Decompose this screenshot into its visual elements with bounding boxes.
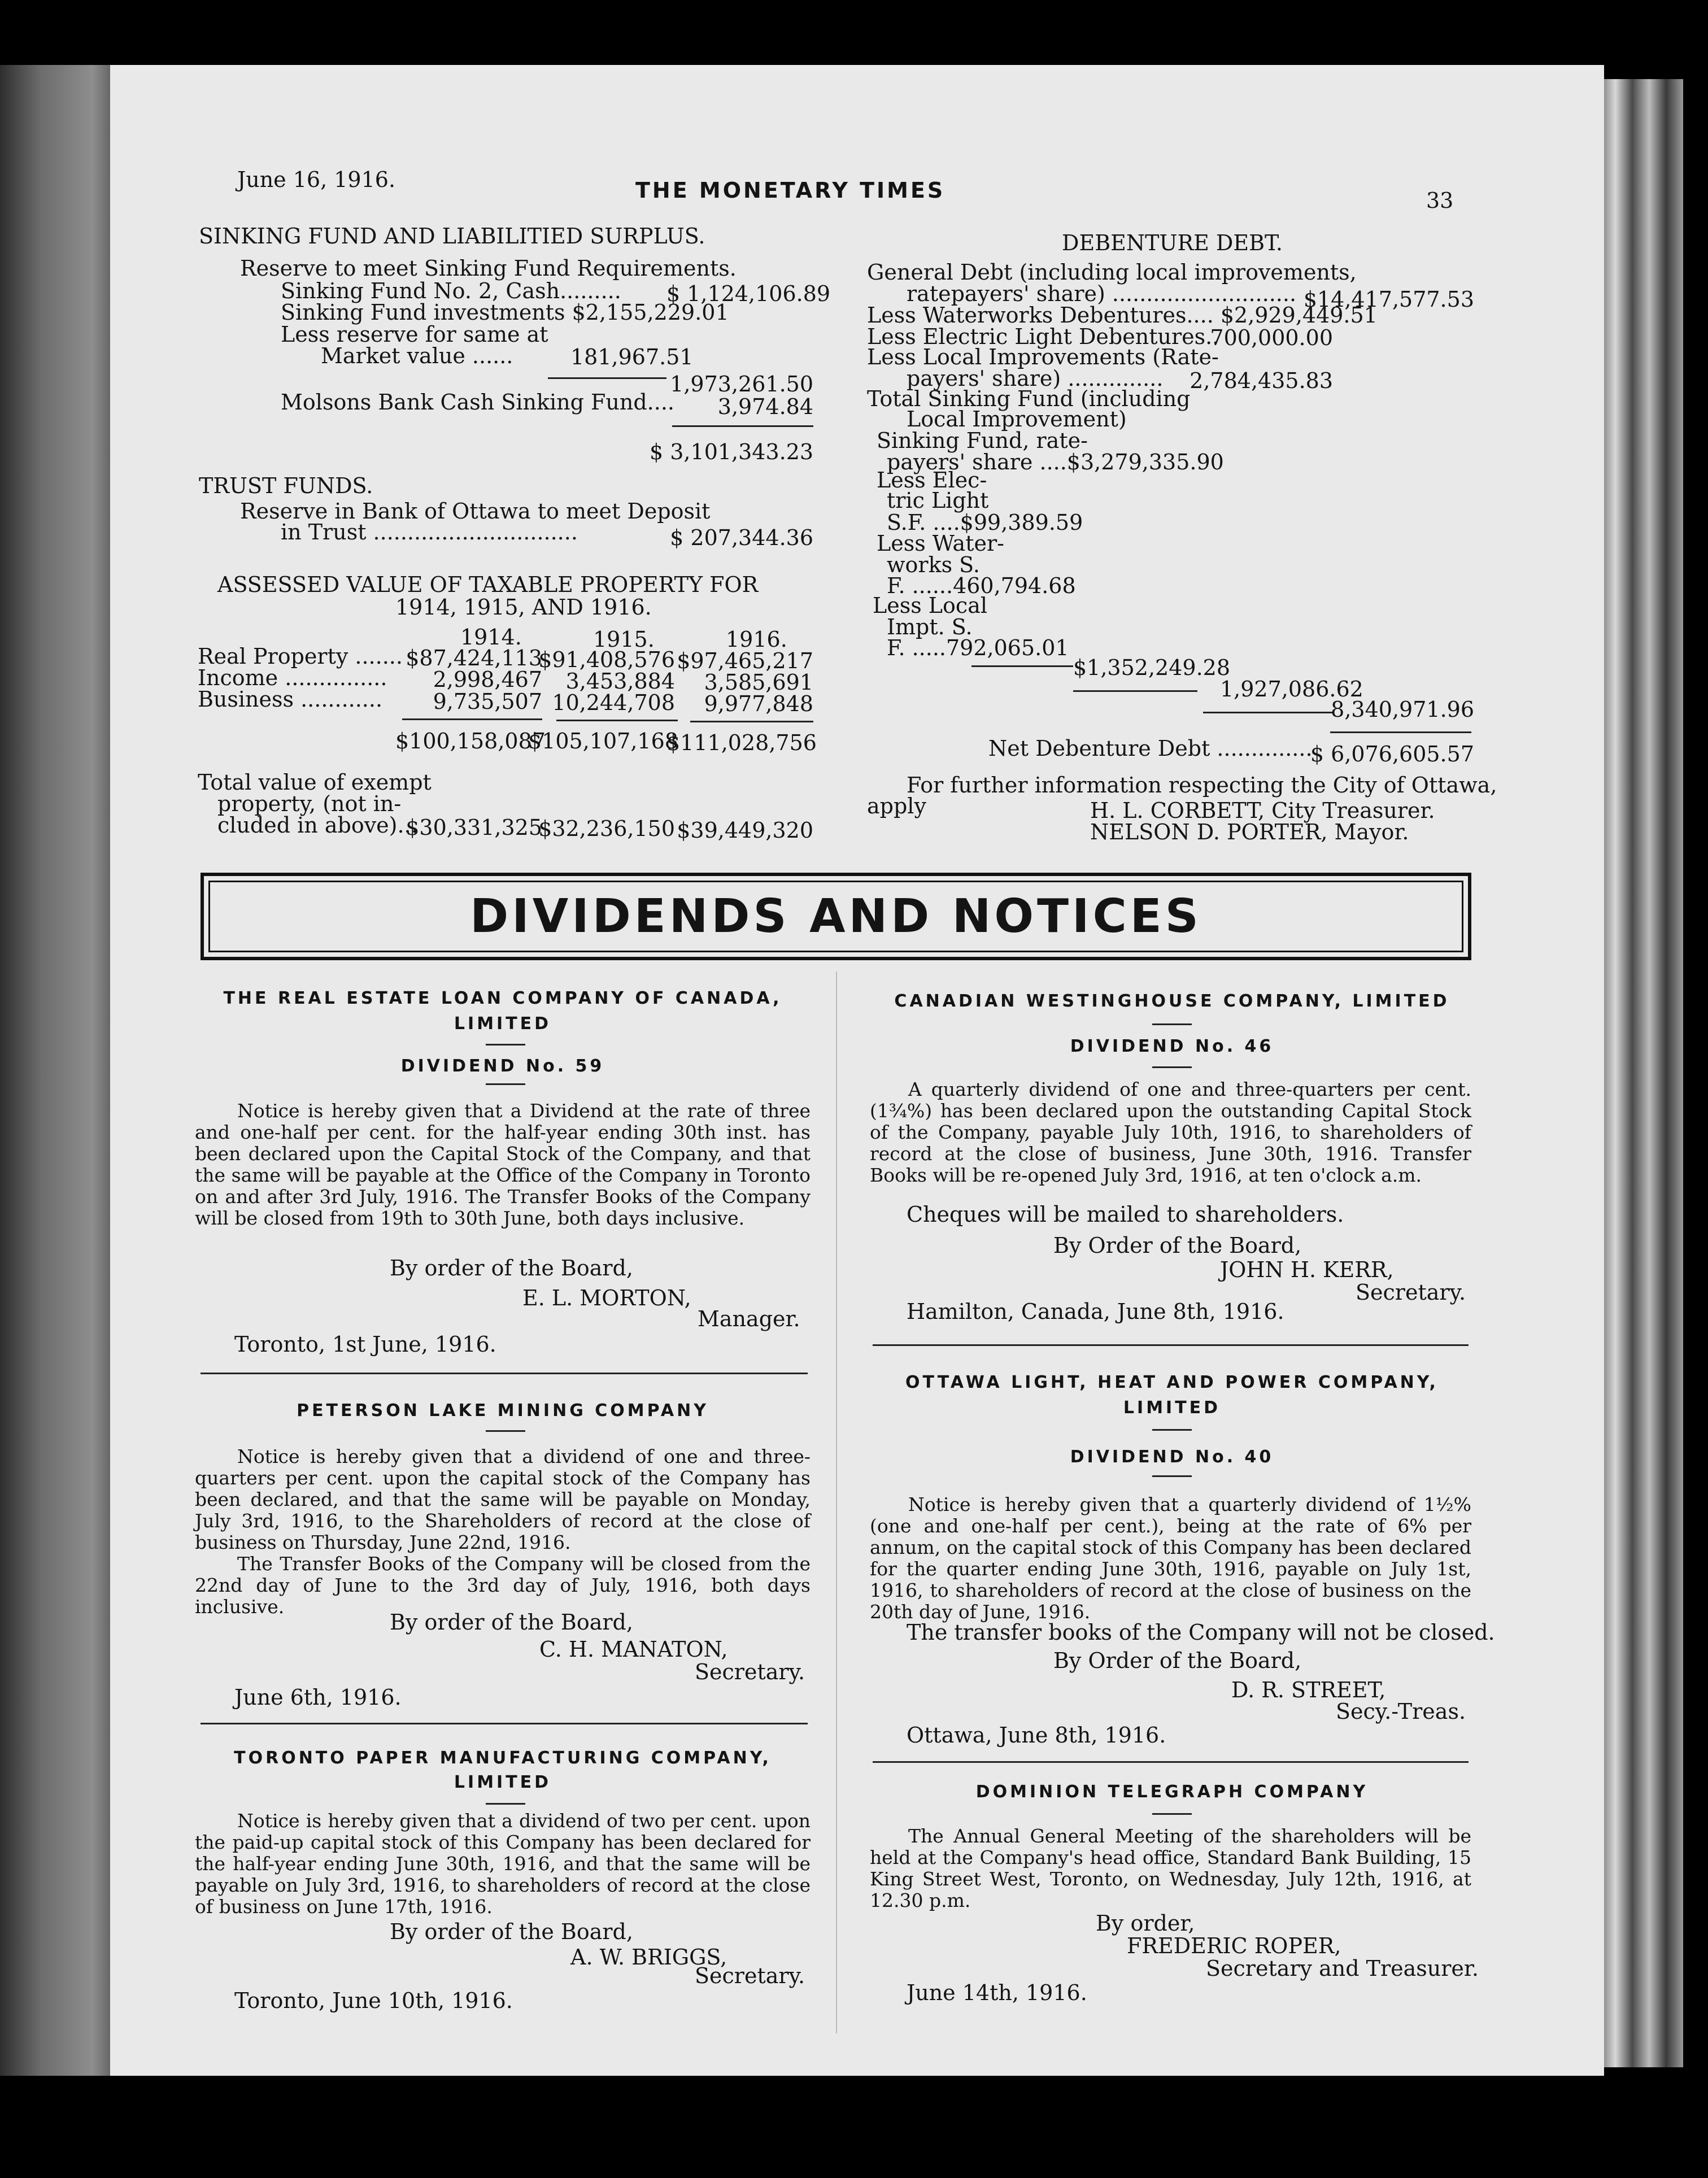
sinking-line: Molsons Bank Cash Sinking Fund....	[281, 390, 674, 415]
notice-role: Secy.-Treas.	[1336, 1699, 1466, 1724]
deb-value: 700,000.00	[1210, 325, 1333, 350]
rule	[971, 665, 1073, 667]
trust-heading: TRUST FUNDS.	[199, 473, 373, 498]
sinking-value: 1,973,261.50	[670, 372, 813, 397]
banner-title: DIVIDENDS AND NOTICES	[470, 890, 1202, 943]
sinking-total: $ 3,101,343.23	[650, 439, 814, 464]
notice-signature: E. L. MORTON,	[522, 1286, 691, 1310]
section-banner	[201, 873, 1471, 960]
rule	[1152, 1429, 1192, 1431]
deb-line: tric Light	[887, 488, 989, 513]
cell: $91,408,576	[538, 647, 675, 672]
trust-line: Reserve in Bank of Ottawa to meet Deposit	[240, 499, 711, 524]
notice-body: A quarterly dividend of one and three-quarters per cent. (1¾%) has been declared upon the outstanding Capital Stock of the Company, payable July 10th, 1916, to shareholders of record at the close of business, June 30th, 1916. Transfer Books will be re-opened July 3rd, 1916, at ten o'clock a.m.	[870, 1078, 1471, 1186]
row-label: Real Property .......	[198, 644, 403, 669]
sinking-line: Market value ......	[321, 343, 513, 368]
notice-date: Toronto, June 10th, 1916.	[234, 1988, 513, 2013]
notice-title: DOMINION TELEGRAPH COMPANY	[975, 1782, 1369, 1802]
notice-body: The Transfer Books of the Company will be closed from the 22nd day of June to the 3rd day of July, 1916, both days inclusive.	[195, 1553, 811, 1618]
rule	[556, 720, 678, 721]
notice-body: The transfer books of the Company will not be closed.	[907, 1620, 1495, 1645]
rule	[1330, 731, 1471, 733]
year-label: 1914.	[460, 625, 522, 650]
assessed-heading: 1914, 1915, AND 1916.	[395, 595, 652, 620]
notice-title: THE REAL ESTATE LOAN COMPANY OF CANADA,	[223, 988, 782, 1008]
cell: 9,735,507	[433, 689, 542, 714]
rule	[548, 377, 666, 379]
row-label: Income ...............	[198, 665, 387, 690]
cell: $32,236,150	[538, 816, 675, 841]
page-number: 33	[1426, 188, 1454, 213]
notice-body: Notice is hereby given that a dividend of two per cent. upon the paid-up capital stock of this Company has been declared for the half-year ending June 30th, 1916, and that the same will be payable on July 3rd, 1916, to shareholders of record at the close of business on June 17th, 1916.	[195, 1810, 811, 1918]
sinking-value: 181,967.51	[570, 345, 694, 369]
deb-line: S.F. ....$99,389.59	[887, 510, 1083, 535]
notice-title: TORONTO PAPER MANUFACTURING COMPANY,	[234, 1748, 772, 1768]
cell: $39,449,320	[677, 818, 813, 843]
sinking-value: 3,974.84	[717, 394, 813, 419]
rule	[672, 425, 813, 427]
net-value: $ 6,076,605.57	[1310, 742, 1474, 766]
deb-line: Less Elec-	[877, 468, 987, 493]
notice-title: CANADIAN WESTINGHOUSE COMPANY, LIMITED	[894, 991, 1450, 1011]
sinking-line: Reserve to meet Sinking Fund Requirements.	[240, 256, 737, 281]
rule	[486, 1083, 525, 1085]
deb-line: Less Water-	[877, 531, 1004, 556]
deb-line: payers' share ....$3,279,335.90	[887, 450, 1224, 474]
further: apply	[867, 794, 926, 818]
year-label: 1915.	[593, 627, 655, 652]
deb-line: Total Sinking Fund (including	[867, 386, 1191, 411]
deb-line: Less Electric Light Debentures..	[867, 324, 1219, 349]
notice-body: Notice is hereby given that a quarterly dividend of 1½% (one and one-half per cent.), being at the rate of 6% per annum, on the capital stock of this Company has been declared for the quarter ending June 30th, 1916, payable on July 1st, 1916, to shareholders of record at the close of business on the 20th day of June, 1916.	[870, 1493, 1471, 1623]
cell: $30,331,325	[406, 815, 542, 840]
book-edge	[1598, 79, 1683, 2067]
rule	[402, 718, 542, 720]
notice-role: Secretary.	[1356, 1280, 1466, 1305]
deb-value: $14,417,577.53	[1303, 287, 1474, 312]
sinking-line: Sinking Fund No. 2, Cash.........	[281, 278, 621, 303]
notice-title: LIMITED	[1123, 1398, 1221, 1418]
debenture-heading: DEBENTURE DEBT.	[1062, 230, 1283, 255]
notice-date: Ottawa, June 8th, 1916.	[907, 1723, 1166, 1748]
total: $111,028,756	[666, 730, 817, 755]
notice-date: June 6th, 1916.	[234, 1685, 402, 1710]
exempt-label: property, (not in-	[217, 791, 402, 816]
dividend-number: DIVIDEND No. 40	[1070, 1447, 1274, 1467]
cell: 9,977,848	[704, 691, 813, 716]
total: $105,107,168	[528, 729, 678, 753]
year-label: 1916.	[726, 627, 787, 652]
rule	[1152, 1023, 1192, 1025]
row-label: Business ............	[198, 687, 383, 712]
deb-line: Impt. S.	[887, 615, 973, 639]
notice-body: Cheques will be mailed to shareholders.	[907, 1202, 1344, 1227]
cell: 10,244,708	[552, 690, 675, 715]
notice-order: By order of the Board,	[390, 1256, 633, 1280]
deb-line: works S.	[887, 552, 980, 577]
rule	[873, 1761, 1469, 1763]
cell: 2,998,467	[433, 667, 542, 692]
notice-date: June 14th, 1916.	[907, 1980, 1087, 2005]
signature: H. L. CORBETT, City Treasurer.	[1090, 798, 1435, 823]
notice-body: Notice is hereby given that a Dividend at the rate of three and one-half per cent. for the half-year ending 30th inst. has been declared upon the Capital Stock of the Company, and that the same will be payable at the Office of the Company in Toronto on and after 3rd July, 1916. The Transfer Books of the Company will be closed from 19th to 30th June, both days inclusive.	[195, 1100, 811, 1229]
notice-order: By order,	[1096, 1911, 1195, 1936]
net-label: Net Debenture Debt ..............	[988, 736, 1313, 761]
deb-line: Less Waterworks Debentures.... $2,929,449.51	[867, 303, 1378, 328]
sinking-line: Less reserve for same at	[281, 322, 548, 347]
notice-signature: FREDERIC ROPER,	[1127, 1933, 1341, 1958]
column-divider	[836, 972, 837, 2033]
notice-role: Secretary and Treasurer.	[1206, 1956, 1479, 1981]
notice-title: OTTAWA LIGHT, HEAT AND POWER COMPANY,	[905, 1373, 1439, 1392]
rule	[1073, 690, 1197, 692]
rule	[486, 1430, 525, 1432]
header-title: THE MONETARY TIMES	[635, 178, 945, 203]
further: For further information respecting the City of Ottawa,	[907, 773, 1497, 798]
notice-role: Secretary.	[695, 1659, 805, 1684]
notice-signature: C. H. MANATON,	[539, 1637, 728, 1662]
notice-order: By Order of the Board,	[1053, 1648, 1302, 1673]
rule	[1152, 1066, 1192, 1068]
left-page-edge	[0, 65, 116, 2076]
notice-title: LIMITED	[454, 1014, 552, 1034]
deb-line: F. ......460,794.68	[887, 573, 1076, 598]
deb-line: Local Improvement)	[907, 407, 1127, 432]
rule	[873, 1344, 1469, 1346]
deb-value: 8,340,971.96	[1331, 697, 1474, 722]
cell: $87,424,113	[406, 646, 542, 670]
notice-role: Manager.	[698, 1306, 800, 1331]
rule	[1152, 1475, 1192, 1477]
deb-line: Less Local	[873, 593, 988, 618]
rule	[690, 721, 813, 722]
notice-order: By Order of the Board,	[1053, 1233, 1302, 1258]
deb-line: Less Local Improvements (Rate-	[867, 345, 1219, 369]
cell: 3,585,691	[704, 670, 813, 695]
trust-value: $ 207,344.36	[670, 525, 813, 550]
deb-value: 1,927,086.62	[1220, 677, 1363, 702]
rule	[201, 1723, 808, 1724]
dividend-number: DIVIDEND No. 59	[400, 1056, 605, 1076]
exempt-label: cluded in above)...	[217, 813, 418, 838]
notice-order: By order of the Board,	[390, 1610, 633, 1635]
notice-date: Toronto, 1st June, 1916.	[234, 1332, 496, 1357]
notice-role: Secretary.	[695, 1963, 805, 1988]
trust-line: in Trust ..............................	[281, 520, 578, 544]
deb-value: 2,784,435.83	[1190, 368, 1333, 393]
notice-title: PETERSON LAKE MINING COMPANY	[297, 1401, 709, 1421]
notice-order: By order of the Board,	[390, 1919, 633, 1944]
cell: $97,465,217	[677, 648, 813, 673]
cell: 3,453,884	[565, 669, 675, 694]
notice-signature: D. R. STREET,	[1231, 1678, 1386, 1702]
deb-line: F. .....792,065.01	[887, 635, 1069, 660]
rule	[486, 1044, 525, 1046]
total: $100,158,087	[395, 729, 546, 753]
sinking-heading: SINKING FUND AND LIABILITIED SURPLUS.	[199, 224, 705, 249]
deb-line: Sinking Fund, rate-	[877, 428, 1088, 453]
rule	[486, 1803, 525, 1805]
assessed-heading: ASSESSED VALUE OF TAXABLE PROPERTY FOR	[217, 572, 759, 597]
notice-title: LIMITED	[454, 1772, 552, 1792]
signature: NELSON D. PORTER, Mayor.	[1090, 820, 1409, 844]
sinking-value: $ 1,124,106.89	[666, 281, 831, 306]
exempt-label: Total value of exempt	[198, 770, 432, 795]
sinking-line: Sinking Fund investments $2,155,229.01	[281, 300, 729, 325]
rule	[1152, 1813, 1192, 1815]
dividend-number: DIVIDEND No. 46	[1070, 1036, 1274, 1056]
deb-value: $1,352,249.28	[1073, 655, 1231, 680]
notice-body: The Annual General Meeting of the shareholders will be held at the Company's head office, Standard Bank Building, 15 King Street West, Toronto, on Wednesday, July 12th, 1916, at 12.30 p.m.	[870, 1825, 1471, 1911]
deb-line: ratepayers' share) ...........................	[907, 281, 1297, 306]
rule	[201, 1373, 808, 1374]
header-date: June 16, 1916.	[237, 167, 396, 192]
notice-body: Notice is hereby given that a dividend of one and three-quarters per cent. upon the capital stock of the Company has been declared, and that the same will be payable on Monday, July 3rd, 1916, to the Shareholders of record at the close of business on Thursday, June 22nd, 1916.	[195, 1445, 811, 1553]
deb-line: payers' share) ..............	[907, 366, 1164, 391]
notice-date: Hamilton, Canada, June 8th, 1916.	[907, 1299, 1284, 1324]
deb-line: General Debt (including local improvements,	[867, 260, 1357, 285]
notice-signature: JOHN H. KERR,	[1220, 1257, 1394, 1282]
notice-signature: A. W. BRIGGS,	[570, 1945, 727, 1970]
